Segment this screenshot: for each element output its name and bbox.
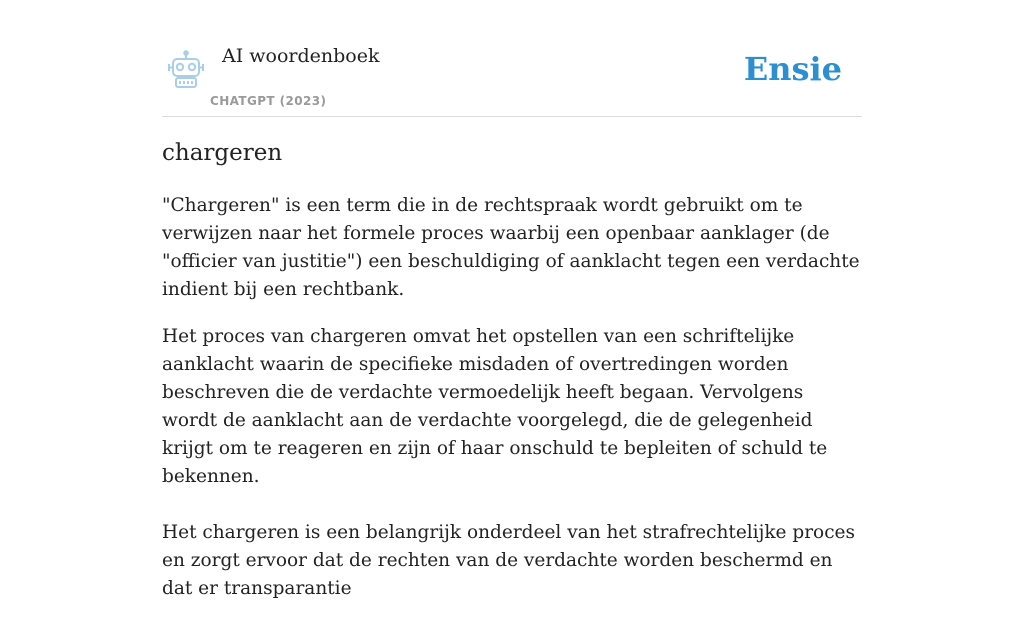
- source-label: CHATGPT (2023): [210, 94, 327, 108]
- definition-paragraph: Het proces van chargeren omvat het opstellen van een schriftelijke aanklacht waarin de specifieke misdaden of overtredingen worden beschreven die de verdachte vermoedelijk heeft begaan. Vervolgens wordt de aanklacht aan de verdachte voorgelegd, die de gelegenheid krijgt om te reageren en zijn of haar onschuld te bepleiten of schuld te bekennen.: [162, 326, 828, 487]
- dictionary-name[interactable]: AI woordenboek: [222, 45, 380, 67]
- definition-paragraph: "Chargeren" is een term die in de rechtspraak wordt gebruikt om te verwijzen naar het formele proces waarbij een openbaar aanklager (de "officier van justitie") een beschuldiging of aanklacht tegen een verdachte indient bij een rechtbank.: [162, 195, 860, 300]
- entry-header: [162, 0, 862, 117]
- robot-icon: [166, 50, 206, 90]
- entry-definition: [162, 192, 862, 622]
- definition-paragraph: Het chargeren is een belangrijk onderdeel van het strafrechtelijke proces en zorgt ervoor dat de rechten van de verdachte worden beschermd en dat er transparantie: [162, 522, 856, 599]
- brand-logo[interactable]: Ensie: [743, 50, 842, 88]
- entry-term: chargeren: [162, 140, 283, 166]
